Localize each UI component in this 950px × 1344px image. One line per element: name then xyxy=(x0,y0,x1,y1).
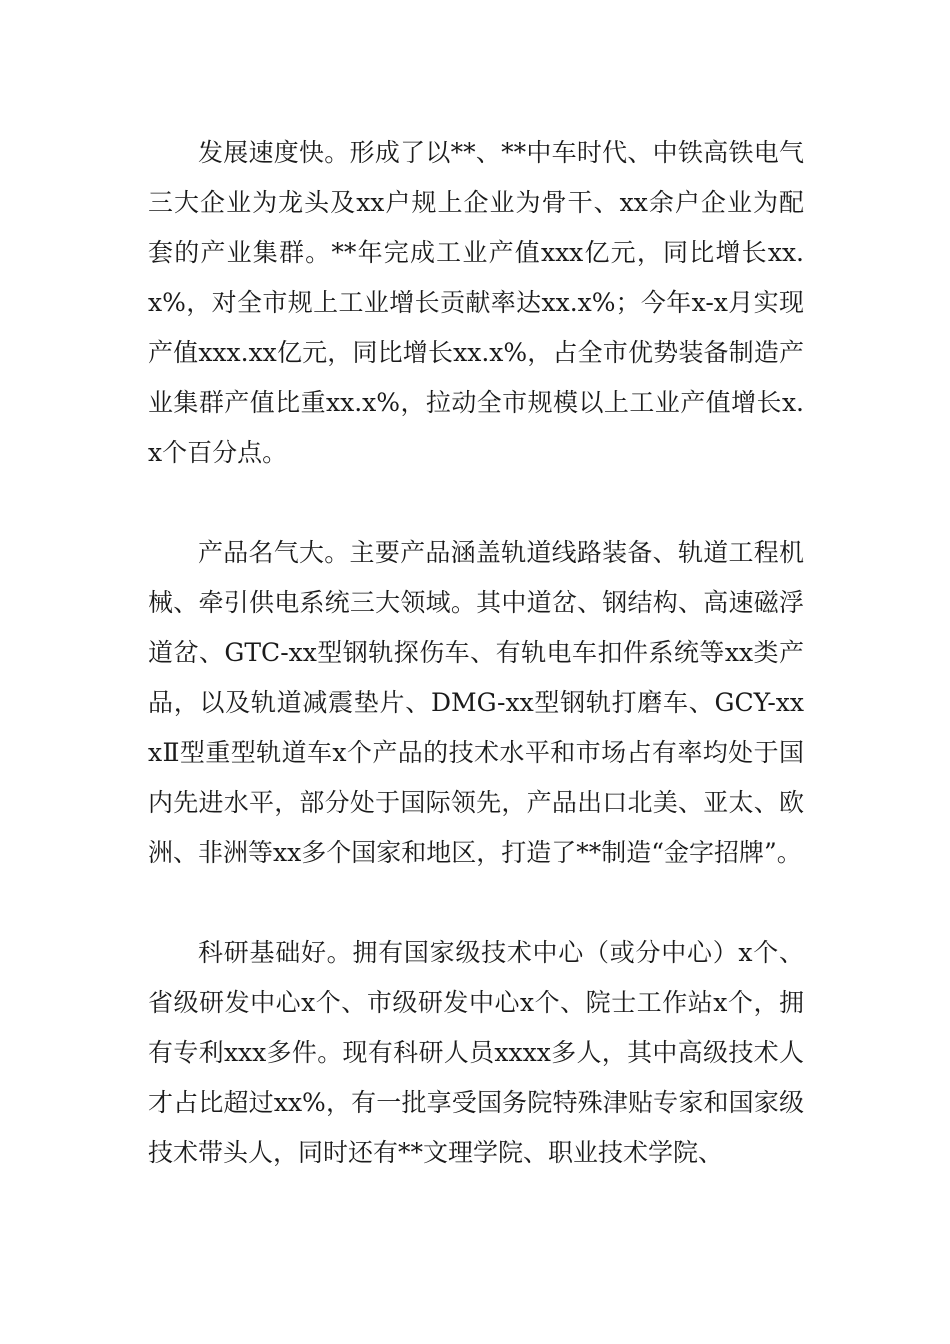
paragraph-research-foundation: 科研基础好。拥有国家级技术中心（或分中心）x个、省级研发中心x个、市级研发中心x个、院士工作站x个，拥有专利xxx多件。现有科研人员xxxx多人，其中高级技术人才占比超过xx%，有一批享受国务院特殊津贴专家和国家级技术带头人，同时还有**文理学院、职业技术学院、 xyxy=(148,938,804,1167)
paragraph-development-speed: 发展速度快。形成了以**、**中车时代、中铁高铁电气三大企业为龙头及xx户规上企业为骨干、xx余户企业为配套的产业集群。**年完成工业产值xxx亿元，同比增长xx.x%，对全市规上工业增长贡献率达xx.x%；今年x-x月实现产值xxx.xx亿元，同比增长xx.x%，占全市优势装备制造产业集群产值比重xx.x%，拉动全市规模以上工业产值增长x.x个百分点。 xyxy=(148,138,804,467)
paragraph-product-reputation: 产品名气大。主要产品涵盖轨道线路装备、轨道工程机械、牵引供电系统三大领域。其中道岔、钢结构、高速磁浮道岔、GTC-xx型钢轨探伤车、有轨电车扣件系统等xx类产品，以及轨道减震垫片、DMG-xx型钢轨打磨车、GCY-xxxⅡ型重型轨道车x个产品的技术水平和市场占有率均处于国内先进水平，部分处于国际领先，产品出口北美、亚太、欧洲、非洲等xx多个国家和地区，打造了**制造“金字招牌”。 xyxy=(148,538,804,867)
document-body xyxy=(148,128,804,1178)
